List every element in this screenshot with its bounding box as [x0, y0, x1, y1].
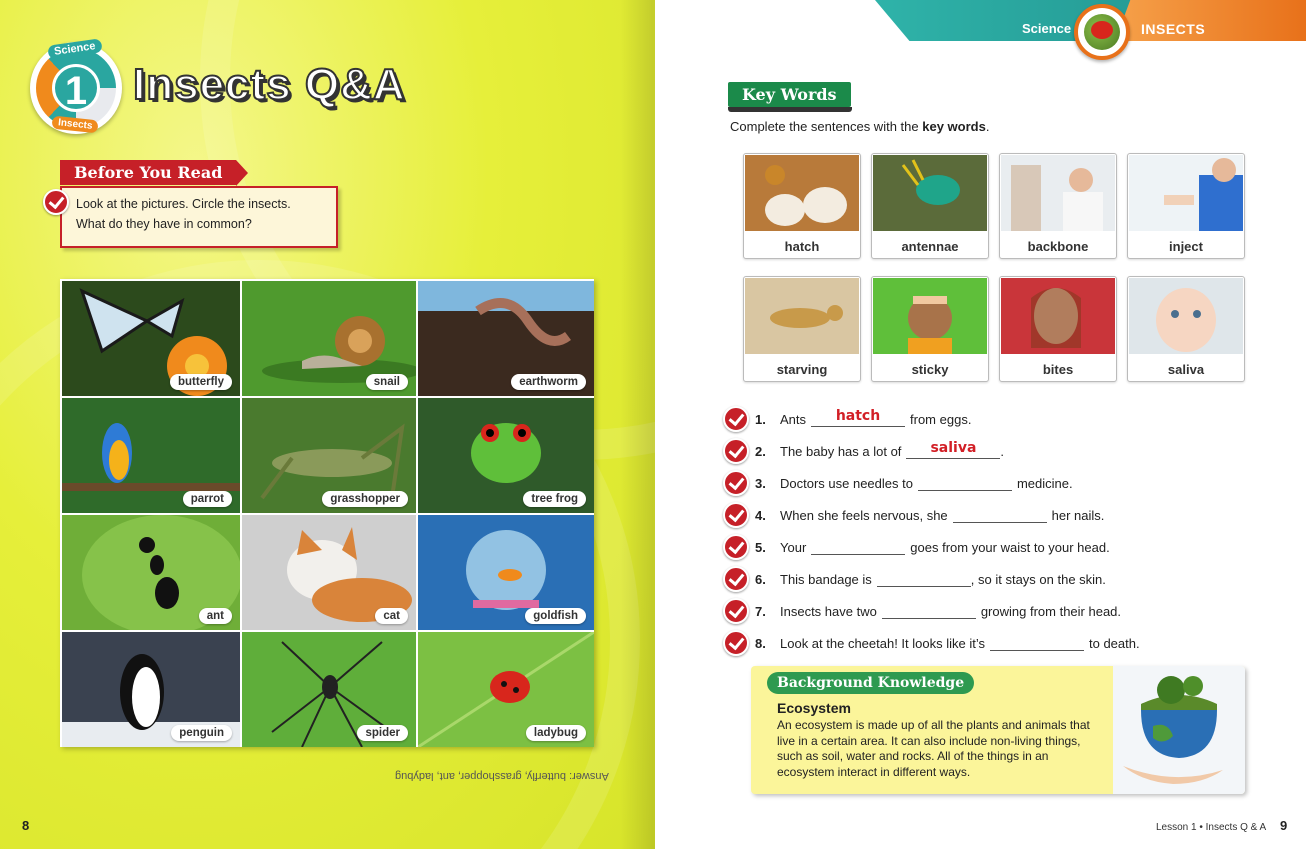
sentence-6 — [723, 567, 1106, 591]
answer-blank[interactable] — [953, 508, 1047, 523]
written-answer: saliva — [930, 439, 977, 456]
background-knowledge-heading: Background Knowledge — [767, 672, 974, 694]
ecosystem-title: Ecosystem — [777, 700, 851, 716]
sentence-4 — [723, 503, 1104, 527]
ladybug-icon — [1074, 4, 1130, 60]
sentence-text: When she feels nervous, she — [780, 507, 948, 523]
key-word: inject — [1169, 239, 1203, 254]
sentence-7 — [723, 599, 1121, 623]
picture-label: cat — [375, 608, 408, 624]
key-word-card-hatch[interactable] — [743, 153, 861, 259]
sentence-number: 2. — [755, 443, 766, 459]
key-word-card-antennae[interactable] — [871, 153, 989, 259]
picture-earthworm[interactable] — [418, 281, 594, 396]
answer-blank[interactable] — [918, 476, 1012, 491]
sentence-text: The baby has a lot of — [780, 443, 902, 459]
sentence-text: This bandage is — [780, 571, 872, 587]
picture-label: parrot — [183, 491, 232, 507]
backbone-image — [1001, 155, 1115, 231]
picture-spider[interactable] — [242, 632, 416, 747]
sentence-2 — [723, 439, 1004, 463]
header-subject: Science — [1022, 21, 1072, 36]
answer-key-upside-down: Answer: butterfly, grasshopper, ant, ladybug — [395, 770, 609, 782]
key-word: bites — [1042, 362, 1074, 377]
antennae-image — [873, 155, 987, 231]
key-word-card-starving[interactable] — [743, 276, 861, 382]
key-word-card-saliva[interactable] — [1127, 276, 1245, 382]
lesson-number: 1 — [52, 64, 100, 112]
checkmark-icon — [723, 502, 749, 528]
before-you-read-heading: Before You Read — [60, 160, 236, 185]
key-word-card-bites[interactable] — [999, 276, 1117, 382]
answer-blank[interactable] — [811, 540, 905, 555]
inject-image — [1129, 155, 1243, 231]
picture-label: goldfish — [525, 608, 586, 624]
before-you-read-line: What do they have in common? — [76, 217, 252, 231]
picture-label: tree frog — [523, 491, 586, 507]
answer-blank[interactable] — [990, 636, 1084, 651]
picture-label: snail — [366, 374, 408, 390]
picture-label: spider — [357, 725, 408, 741]
sentence-number: 3. — [755, 475, 766, 491]
key-word: backbone — [1027, 239, 1089, 254]
sentence-text: to death. — [1089, 635, 1140, 651]
sentence-text: Look at the cheetah! It looks like it’s — [780, 635, 985, 651]
instruction-text: Complete the sentences with the — [730, 119, 923, 134]
key-word: antennae — [901, 239, 959, 254]
key-word-card-inject[interactable] — [1127, 153, 1245, 259]
picture-goldfish[interactable] — [418, 515, 594, 630]
checkmark-icon — [723, 470, 749, 496]
picture-ladybug[interactable] — [418, 632, 594, 747]
answer-blank[interactable] — [811, 407, 905, 427]
sentence-text: growing from their head. — [980, 603, 1122, 619]
saliva-image — [1129, 278, 1243, 354]
sentence-number: 5. — [755, 539, 766, 555]
checkmark-icon — [43, 189, 69, 215]
sticky-image — [873, 278, 987, 354]
sentence-3 — [723, 471, 1073, 495]
picture-butterfly[interactable] — [62, 281, 240, 396]
answer-blank[interactable] — [882, 604, 976, 619]
sentence-text: medicine. — [1016, 475, 1073, 491]
sentence-text: . — [1000, 443, 1005, 459]
sentence-8 — [723, 631, 1140, 655]
before-you-read-box — [60, 186, 338, 248]
key-words-heading: Key Words — [728, 82, 851, 107]
sentence-text: , so it stays on the skin. — [970, 571, 1106, 587]
picture-ant[interactable] — [62, 515, 240, 630]
picture-grid — [60, 279, 594, 747]
checkmark-icon — [723, 630, 749, 656]
right-page — [655, 0, 1306, 849]
sentence-number: 4. — [755, 507, 766, 523]
sentence-text: Doctors use needles to — [780, 475, 913, 491]
key-word-card-sticky[interactable] — [871, 276, 989, 382]
page-number: 9 — [1280, 818, 1288, 833]
picture-label: earthworm — [511, 374, 586, 390]
picture-label: butterfly — [170, 374, 232, 390]
checkmark-icon — [723, 438, 749, 464]
ecosystem-text: An ecosystem is made up of all the plants and animals that live in a certain area. It can also include non-living things, such as soil, water and rocks. All of the things in an ecosystem interact in different ways. — [777, 718, 1090, 779]
picture-label: ant — [199, 608, 232, 624]
checkmark-icon — [723, 406, 749, 432]
instruction-text: . — [985, 119, 990, 134]
picture-tree-frog[interactable] — [418, 398, 594, 513]
lesson-title: Insects Q&A — [133, 60, 406, 109]
key-words-instruction — [730, 119, 989, 134]
hatch-image — [745, 155, 859, 231]
instruction-bold: key words — [922, 119, 986, 134]
badge-subject: Science — [47, 38, 102, 59]
key-word: hatch — [784, 239, 820, 254]
sentence-number: 6. — [755, 571, 766, 587]
sentence-number: 7. — [755, 603, 766, 619]
before-you-read-line: Look at the pictures. Circle the insects. — [76, 197, 291, 211]
sentence-text: goes from your waist to your head. — [910, 539, 1110, 555]
badge-topic: Insects — [51, 116, 99, 134]
sentence-number: 1. — [755, 411, 766, 427]
page-number: 8 — [22, 818, 30, 833]
picture-snail[interactable] — [242, 281, 416, 396]
answer-blank[interactable] — [877, 572, 971, 587]
checkmark-icon — [723, 534, 749, 560]
checkmark-icon — [723, 566, 749, 592]
picture-label: penguin — [171, 725, 232, 741]
sentence-text: Ants — [780, 411, 807, 427]
earth-in-hand-image — [1113, 666, 1245, 794]
sentence-text: her nails. — [1051, 507, 1105, 523]
written-answer: hatch — [835, 407, 881, 424]
sentence-number: 8. — [755, 635, 766, 651]
key-word: sticky — [911, 362, 949, 377]
sentence-5 — [723, 535, 1110, 559]
sentence-text: Insects have two — [780, 603, 877, 619]
picture-cat[interactable] — [242, 515, 416, 630]
page-footer: Lesson 1 • Insects Q & A — [1156, 822, 1267, 833]
key-word: starving — [776, 362, 828, 377]
key-word: saliva — [1167, 362, 1205, 377]
key-word-card-backbone[interactable] — [999, 153, 1117, 259]
lesson-badge — [30, 42, 122, 134]
picture-penguin[interactable] — [62, 632, 240, 747]
bites-image — [1001, 278, 1115, 354]
sentence-text: Your — [780, 539, 807, 555]
sentence-1 — [723, 407, 971, 431]
picture-label: ladybug — [526, 725, 586, 741]
picture-label: grasshopper — [322, 491, 408, 507]
background-knowledge-box — [751, 666, 1245, 794]
starving-image — [745, 278, 859, 354]
answer-blank[interactable] — [906, 439, 1000, 459]
picture-grasshopper[interactable] — [242, 398, 416, 513]
picture-parrot[interactable] — [62, 398, 240, 513]
checkmark-icon — [723, 598, 749, 624]
header-topic: INSECTS — [1141, 21, 1206, 37]
sentence-text: from eggs. — [910, 411, 972, 427]
